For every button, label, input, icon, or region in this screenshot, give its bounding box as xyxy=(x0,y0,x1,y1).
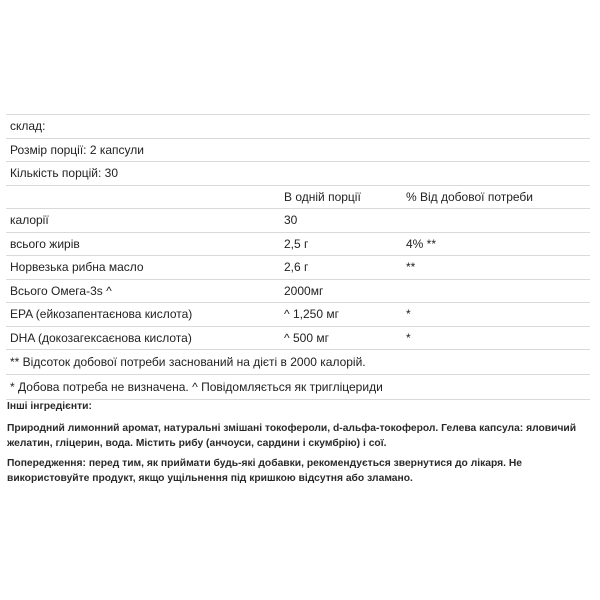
column-header-row xyxy=(6,185,590,209)
nutrient-row xyxy=(6,326,590,350)
nutrient-amount: 2000мг xyxy=(280,279,402,303)
nutrient-name: DHA (докозагексаєнова кислота) xyxy=(6,326,280,350)
footnote-not-established: * Добова потреба не визначена. ^ Повідомляється як тригліцериди xyxy=(6,375,590,400)
footnote-row xyxy=(6,375,590,400)
nutrient-daily-value: * xyxy=(402,303,590,327)
nutrient-row xyxy=(6,232,590,256)
other-ingredients-title: Інші інгредієнти: xyxy=(7,401,92,412)
nutrient-daily-value xyxy=(402,209,590,233)
nutrient-row xyxy=(6,279,590,303)
nutrient-amount: 30 xyxy=(280,209,402,233)
nutrient-name: Норвезька рибна масло xyxy=(6,256,280,280)
nutrient-daily-value: 4% ** xyxy=(402,232,590,256)
composition-row xyxy=(6,115,590,139)
warning-text: Попередження: перед тим, як приймати будь-які добавки, рекомендується звернутися до лікаря. Не використовуйте продукт, якщо ущільнення під кришкою відсутня або зламано. xyxy=(7,458,523,484)
nutrient-name: EPA (ейкозапентаєнова кислота) xyxy=(6,303,280,327)
header-daily-value: % Від добової потреби xyxy=(402,185,590,209)
footnote-row xyxy=(6,350,590,375)
supplement-facts-table xyxy=(6,114,590,400)
header-empty-cell xyxy=(6,185,280,209)
servings-count-row xyxy=(6,162,590,186)
nutrient-daily-value: ** xyxy=(402,256,590,280)
footnote-daily-value: ** Відсоток добової потреби заснований на дієті в 2000 калорій. xyxy=(6,350,590,375)
serving-size: Розмір порції: 2 капсули xyxy=(6,138,590,162)
composition-label: склад: xyxy=(6,115,590,139)
nutrient-row xyxy=(6,303,590,327)
nutrient-amount: ^ 500 мг xyxy=(280,326,402,350)
header-per-serving: В одній порції xyxy=(280,185,402,209)
servings-count: Кількість порцій: 30 xyxy=(6,162,590,186)
nutrient-amount: 2,5 г xyxy=(280,232,402,256)
nutrient-daily-value xyxy=(402,279,590,303)
nutrient-amount: 2,6 г xyxy=(280,256,402,280)
nutrient-row xyxy=(6,209,590,233)
nutrient-row xyxy=(6,256,590,280)
other-ingredients-text: Природний лимонний аромат, натуральні змішані токофероли, d-альфа-токоферол. Гелева капсула: яловичий желатин, гліцерин, вода. Містить рибу (анчоуси, сардини і скумбрію) і сої. xyxy=(7,423,577,449)
nutrient-name: всього жирів xyxy=(6,232,280,256)
nutrient-name: калорії xyxy=(6,209,280,233)
nutrient-name: Всього Омега-3s ^ xyxy=(6,279,280,303)
serving-size-row xyxy=(6,138,590,162)
nutrient-daily-value: * xyxy=(402,326,590,350)
nutrient-amount: ^ 1,250 мг xyxy=(280,303,402,327)
